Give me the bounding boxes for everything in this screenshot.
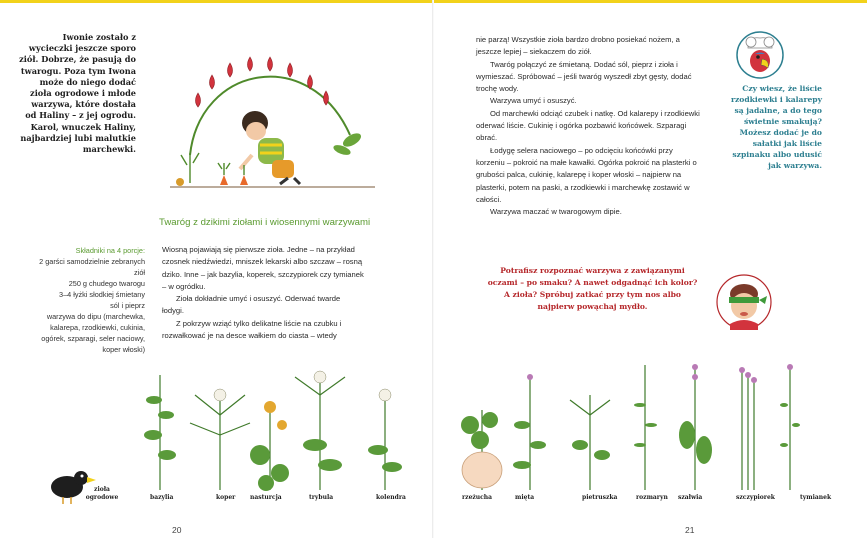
plant-label-tymianek: tymianek <box>800 494 832 501</box>
intro-text: Iwonie zostało z wycieczki jeszcze sporo ziół. Dobrze, że pasują do twarogu. Poza tym Iwona może do niego dodać zioła ogrodowe i młode warzywa, które dostała od Haliny – z jej ogrodu. Karol, wnuczek Haliny, najbardziej lubi malutkie marchewki. <box>19 32 136 155</box>
chef-parrot-icon <box>735 30 785 80</box>
ingredient-item: 3–4 łyżki słodkiej śmietany <box>59 290 145 299</box>
recipe-title: Twaróg z dzikimi ziołami i wiosennymi warzywami <box>159 217 371 228</box>
plant-label-trybula: trybula <box>309 494 334 501</box>
paragraph: nie parzą! Wszystkie zioła bardzo drobno posiekać nożem, a jeszcze lepiej – siekaczem do ziół. <box>476 35 680 57</box>
paragraph: Z pokrzyw wziąć tylko delikatne liście na czubku i rozwałkować je na desce wałkiem do ciasta – wtedy <box>162 318 342 341</box>
ingredients-list <box>30 245 145 355</box>
plant-label-szalwia: szałwia <box>678 494 703 501</box>
ingredient-item: warzywa do dipu (marchewka, kalarepa, rzodkiewki, cukinia, ogórek, szparagi, seler naciowy, koper włoski) <box>41 312 145 354</box>
paragraph: Zioła dokładnie umyć i osuszyć. Oderwać twarde łodygi. <box>162 294 341 316</box>
plant-label-bazylia: bazylia <box>150 494 174 501</box>
paragraph: Od marchewki odciąć czubek i natkę. Od kalarepy i rzodkiewki oderwać liście. Cukinię i ogórka pozbawić końcówek. Szparagi obrać. <box>476 108 700 143</box>
paragraph: Wiosną pojawiają się pierwsze zioła. Jedne – na przykład czosnek niedźwiedzi, mniszek lekarski albo szczaw – rosną dziko. Inne – jak bazylia, koperek, szczypiorek czy tymianek – w ogródku. <box>162 245 364 291</box>
tip-box: Czy wiesz, że liście rzodkiewki i kalarepy są jadalne, a do tego świetnie smakują? Możesz dodać je do sałatki jak liście szpinaku albo udusić jak warzywa. <box>730 84 822 170</box>
plant-label-szczypiorek: szczypiorek <box>736 494 775 501</box>
ingredient-item: sól i pieprz <box>110 301 145 310</box>
paragraph: Łodygę selera naciowego – po odcięciu końcówki przy korzeniu – pokroić na małe kawałki. Ogórka pokroić na plasterki o grubości palca, cukinię, kalarepę i koper włoski – najpierw na plasterki, potem na paski, a rzodkiewki i marchewkę zostawić w całości. <box>476 145 697 204</box>
ingredient-item: 2 garści samodzielnie zebranych ziół <box>39 257 145 277</box>
plant-label-pietruszka: pietruszka <box>582 494 618 501</box>
ingredient-item: 250 g chudego twarogu <box>68 279 145 288</box>
recipe-text-left <box>162 244 364 342</box>
plant-label-rzezucha: rzeżucha <box>462 494 493 501</box>
plant-label-koper: koper <box>216 494 236 501</box>
ingredients-heading: Składniki na 4 porcje: <box>75 246 145 255</box>
paragraph: Warzywa umyć i osuszyć. <box>490 96 577 106</box>
recipe-text-right <box>476 34 701 218</box>
paragraph: Twaróg połączyć ze śmietaną. Dodać sól, pieprz i zioła i wymieszać. Spróbować – jeśli twaróg wyszedł zbyt gęsty, dodać trochę wody. <box>476 59 692 94</box>
plant-label-rozmaryn: rozmaryn <box>636 494 668 501</box>
quiz-text: Potrafisz rozpoznać warzywa z zawiązanymi oczami – po smaku? A nawet odgadnąć ich kolor? A zioła? Spróbuj zatkać przy tym nos albo najpierw powąchaj mydło. <box>487 266 698 311</box>
plant-label-kolendra: kolendra <box>376 494 406 501</box>
blindfolded-kid-icon <box>712 270 772 332</box>
gardener-illustration <box>160 45 390 195</box>
page-number-right: 21 <box>685 525 695 535</box>
plant-label-mieta: mięta <box>515 494 535 501</box>
paragraph: Warzywa maczać w twarogowym dipie. <box>490 207 622 217</box>
page-number-left: 20 <box>172 525 182 535</box>
plant-label-nasturcja: nasturcja <box>250 494 282 501</box>
crow-label: zioła ogrodowe <box>85 486 119 501</box>
herb-row-illustration <box>120 355 860 495</box>
